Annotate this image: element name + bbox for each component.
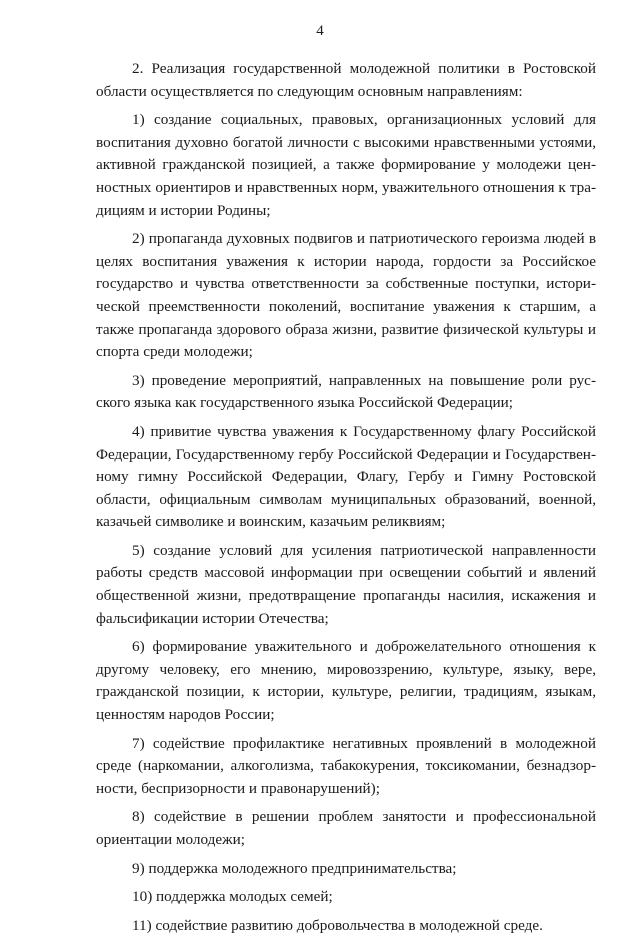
paragraph-item-11: 11) содействие развитию добровольчества в молодежной среде. <box>132 916 543 934</box>
paragraph-item-2: 2) пропаганда духовных подвигов и патриотического героизма людей в целях воспитания уважения к истории народа, гордости за Российское государство и чувства ответственности за собственные поступки, исторической преемственности поколений, воспитание уважения к старшим, а также пропаганда здорового образа жизни, развитие физической культуры и спорта среди молодежи; <box>96 230 596 361</box>
paragraph-item-6: 6) формирование уважительного и доброжелательного отношения к другому человеку, его мнению, мировоззрению, культуре, языку, вере, гражданской позиции, к истории, культуре, религии, традициям, языкам, ценностям народов России; <box>96 638 596 724</box>
paragraph-item-1: 1) создание социальных, правовых, организационных условий для воспитания духовно богатой личности с высокими нравственными устоями, активной гражданской позицией, а также формирование у молодежи ценностных ориентиров и нравственных норм, уважительного отношения к традициям и истории Родины; <box>96 111 596 219</box>
paragraph-item-5: 5) создание условий для усиления патриотической направленности работы средств массовой информации при освещении событий и явлений общественной жизни, предотвращение пропаганды насилия, искажения и фальсификации истории Отечества; <box>96 541 596 627</box>
body-text <box>96 58 596 943</box>
paragraph-intro: 2. Реализация государственной молодежной политики в Ростовской области осуществляется по следующим основным направлениям: <box>96 60 596 100</box>
paragraph-item-9: 9) поддержка молодежного предпринимательства; <box>132 859 457 877</box>
paragraph-item-8: 8) содействие в решении проблем занятости и профессиональной ориентации молодежи; <box>96 808 596 848</box>
paragraph-item-10: 10) поддержка молодых семей; <box>132 888 333 906</box>
paragraph-item-4: 4) привитие чувства уважения к Государственному флагу Российской Федерации, Государственному гербу Российской Федерации и Государственному гимну Российской Федерации, Флагу, Гербу и Гимну Ростовской области, официальным символам муниципальных образований, военной, казачьей символике и воинским, казачьим реликвиям; <box>96 422 596 531</box>
paragraph-item-7: 7) содействие профилактике негативных проявлений в молодежной среде (наркомании, алкоголизма, табакокурения, токсикомании, безнадзорности, беспризорности и правонарушений); <box>96 734 596 797</box>
paragraph-item-3: 3) проведение мероприятий, направленных на повышение роли русского языка как государственного языка Российской Федерации; <box>96 371 596 412</box>
page-number: 4 <box>316 23 324 39</box>
